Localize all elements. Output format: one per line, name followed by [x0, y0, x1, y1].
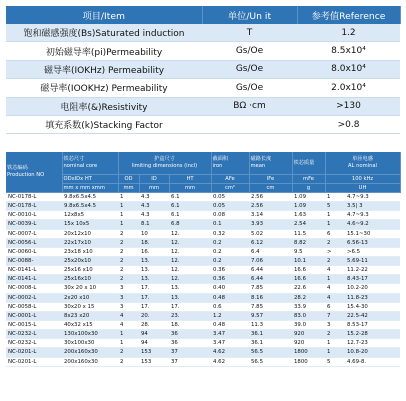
cell-turns: 7 [325, 311, 345, 320]
cell-al: 4.6~9.2 [345, 220, 400, 229]
cell-al: 11.2-22 [345, 266, 400, 275]
cell-afe: 0.05 [211, 193, 249, 202]
cell-al: >6.5 [345, 247, 400, 256]
cell-ht: 6.1 [169, 202, 211, 211]
cell-id: 10 [139, 229, 169, 238]
cell-od: 1 [118, 220, 139, 229]
cell-al: 5.69-11 [345, 256, 400, 265]
property-name: 初始磁导率(pi)Permeability [6, 42, 202, 60]
table-row [6, 284, 400, 293]
cell-lfe: 11.3 [249, 320, 292, 329]
property-reference: 8.0x10⁴ [297, 60, 400, 78]
cell-ht: 6.1 [169, 211, 211, 220]
cell-model: NC-0141-L [6, 266, 62, 275]
header-id: ID [139, 175, 169, 184]
cell-al: 4.7~9.3 [345, 211, 400, 220]
cell-model: NC-0007-L [6, 229, 62, 238]
cell-id: 4.3 [139, 193, 169, 202]
cell-afe: 0.6 [211, 302, 249, 311]
cell-lfe: 3.14 [249, 211, 292, 220]
cell-core-size: 200x160x30 [62, 348, 118, 357]
cell-ht: 23. [169, 311, 211, 320]
cell-turns: 1 [325, 220, 345, 229]
cell-mfe: 920 [292, 330, 325, 339]
cell-id: 17. [139, 284, 169, 293]
property-unit: Gs/Oe [202, 60, 297, 78]
cell-od: 2 [118, 266, 139, 275]
cell-model: NC-0015-L [6, 320, 62, 329]
table-row [6, 339, 400, 348]
cell-model: NC-0201-L [6, 348, 62, 357]
cell-al: 6.56-13 [345, 238, 400, 247]
property-name: 磁导率(IOOKHz) Permeability [6, 79, 202, 97]
products-header-row-3 [6, 184, 400, 193]
properties-row [6, 79, 400, 97]
property-unit: Gs/Oe [202, 79, 297, 97]
table-row [6, 275, 400, 284]
cell-afe: 3.47 [211, 339, 249, 348]
property-reference: 8.5x10⁴ [297, 42, 400, 60]
cell-turns: 1 [325, 193, 345, 202]
cell-model: NC-0178-L [6, 193, 62, 202]
cell-al: 10.2-20 [345, 284, 400, 293]
cell-lfe: 36.1 [249, 339, 292, 348]
cell-mfe: 33.9 [292, 302, 325, 311]
cell-model: NC-0141-L [6, 275, 62, 284]
header-frequency: 100 kHz [325, 175, 400, 184]
header-lfe: lFe [249, 175, 292, 184]
table-row [6, 311, 400, 320]
cell-od: 1 [118, 339, 139, 348]
property-unit [202, 115, 297, 133]
properties-header-row [6, 6, 400, 24]
property-name: 电阻率(&)Resistivity [6, 97, 202, 115]
cell-mfe: 16.6 [292, 266, 325, 275]
cell-id: 13. [139, 266, 169, 275]
cell-ht: 13. [169, 293, 211, 302]
cell-afe: 0.05 [211, 202, 249, 211]
cell-afe: 4.62 [211, 348, 249, 357]
property-unit: ΒΩ ·cm [202, 97, 297, 115]
header-unit-ht: mm [169, 184, 211, 193]
cell-id: 20. [139, 311, 169, 320]
cell-afe: 4.62 [211, 357, 249, 366]
property-reference: >0.8 [297, 115, 400, 133]
properties-row [6, 115, 400, 133]
properties-row [6, 42, 400, 60]
cell-ht: 6.1 [169, 193, 211, 202]
cell-core-size: 200x160x30 [62, 357, 118, 366]
cell-core-size: 40x32 x15 [62, 320, 118, 329]
cell-turns: > [325, 247, 345, 256]
header-od-id-ht: ODxIDx HT [62, 175, 118, 184]
header-model: 铁芯编码 Production NO [6, 152, 62, 193]
cell-id: 4.3 [139, 211, 169, 220]
cell-model: NC-0232-L [6, 339, 62, 348]
cell-mfe: 1800 [292, 348, 325, 357]
cell-lfe: 36.1 [249, 330, 292, 339]
cell-mfe: 2.54 [292, 220, 325, 229]
products-header-row-1 [6, 152, 400, 175]
cell-core-size: 8x23 x20 [62, 311, 118, 320]
cell-od: 2 [118, 238, 139, 247]
products-table [6, 152, 401, 367]
cell-model: NC-0058-L [6, 302, 62, 311]
cell-core-size: 12x8x5 [62, 211, 118, 220]
cell-lfe: 6.12 [249, 238, 292, 247]
header-unit-id: mm [139, 184, 169, 193]
cell-lfe: 3.93 [249, 220, 292, 229]
cell-mfe: 920 [292, 339, 325, 348]
cell-turns: 6 [325, 302, 345, 311]
property-reference: 1.2 [297, 24, 400, 42]
cell-od: 1 [118, 330, 139, 339]
cell-afe: 0.40 [211, 284, 249, 293]
cell-lfe: 7.85 [249, 284, 292, 293]
cell-al: 11.8-23 [345, 293, 400, 302]
cell-al: 22.5-42 [345, 311, 400, 320]
cell-al: 10.8-20 [345, 348, 400, 357]
cell-mfe: 16.6 [292, 275, 325, 284]
cell-mfe: 1.09 [292, 193, 325, 202]
cell-afe: 3.47 [211, 330, 249, 339]
cell-afe: 0.36 [211, 275, 249, 284]
cell-turns: 3 [325, 320, 345, 329]
cell-model: NC-0010-L [6, 211, 62, 220]
cell-al: 15.4-30 [345, 302, 400, 311]
header-unit-od: mm [118, 184, 139, 193]
cell-ht: 12. [169, 256, 211, 265]
cell-lfe: 2.56 [249, 193, 292, 202]
cell-mfe: 9.5 [292, 247, 325, 256]
cell-afe: 0.48 [211, 320, 249, 329]
header-unit-area: cm² [211, 184, 249, 193]
cell-ht: 12. [169, 238, 211, 247]
cell-core-size: 9.8x6.5x4.5 [62, 193, 118, 202]
cell-model: NC-0056-L [6, 238, 62, 247]
cell-od: 1 [118, 193, 139, 202]
property-name: 饱和磁感强度(Bs)Saturated induction [6, 24, 202, 42]
cell-od: 4 [118, 311, 139, 320]
cell-id: 94 [139, 339, 169, 348]
cell-turns: 1 [325, 339, 345, 348]
products-body [6, 193, 400, 367]
cell-core-size: 22x17x10 [62, 238, 118, 247]
cell-lfe: 6.44 [249, 266, 292, 275]
cell-mfe: 8.82 [292, 238, 325, 247]
cell-id: 28. [139, 320, 169, 329]
cell-mfe: 83.0 [292, 311, 325, 320]
cell-lfe: 9.57 [249, 311, 292, 320]
cell-od: 2 [118, 247, 139, 256]
cell-mfe: 1.09 [292, 202, 325, 211]
cell-od: 2 [118, 256, 139, 265]
header-unit-length: cm [249, 184, 292, 193]
cell-model: NC-0060-L [6, 247, 62, 256]
properties-row [6, 97, 400, 115]
cell-core-size: 25x20x10 [62, 256, 118, 265]
cell-core-size: 30x100x30 [62, 339, 118, 348]
cell-al: 15.2-28 [345, 330, 400, 339]
cell-id: 17. [139, 293, 169, 302]
header-od: OD [118, 175, 139, 184]
cell-ht: 12. [169, 229, 211, 238]
cell-afe: 1.2 [211, 311, 249, 320]
header-al-nominal: 单匝电感 AL nominal [325, 152, 400, 175]
cell-al: 4.69-8. [345, 357, 400, 366]
table-row [6, 320, 400, 329]
cell-ht: 6.8 [169, 220, 211, 229]
cell-lfe: 6.44 [249, 275, 292, 284]
table-row [6, 229, 400, 238]
cell-id: 153 [139, 357, 169, 366]
cell-ht: 13. [169, 284, 211, 293]
cell-id: 17. [139, 302, 169, 311]
cell-od: 2 [118, 275, 139, 284]
cell-al: 8.43-17 [345, 275, 400, 284]
cell-ht: 36 [169, 330, 211, 339]
cell-turns: 1 [325, 275, 345, 284]
table-row [6, 220, 400, 229]
cell-od: 2 [118, 357, 139, 366]
header-core-weight: 铁芯质量 [292, 152, 325, 175]
cell-core-size: 2x20 x10 [62, 293, 118, 302]
cell-al: 12.7-23 [345, 339, 400, 348]
table-row [6, 302, 400, 311]
cell-lfe: 8.16 [249, 293, 292, 302]
cell-od: 4 [118, 320, 139, 329]
cell-al: 15.1~30 [345, 229, 400, 238]
property-reference: >130 [297, 97, 400, 115]
cell-afe: 0.48 [211, 293, 249, 302]
cell-afe: 0.2 [211, 247, 249, 256]
header-unit: 单位/Un it [202, 6, 297, 24]
cell-turns: 1 [325, 211, 345, 220]
cell-lfe: 6.4 [249, 247, 292, 256]
cell-afe: 0.32 [211, 229, 249, 238]
header-unit-al: UH [325, 184, 400, 193]
cell-afe: 0.08 [211, 211, 249, 220]
header-reference: 参考值Reference [297, 6, 400, 24]
cell-afe: 0.36 [211, 266, 249, 275]
cell-model: NC-0008-L [6, 284, 62, 293]
cell-id: 8.1 [139, 220, 169, 229]
cell-lfe: 56.5 [249, 357, 292, 366]
cell-afe: 0.1 [211, 220, 249, 229]
cell-core-size: 30x20 x 15 [62, 302, 118, 311]
cell-turns: 5 [325, 202, 345, 211]
cell-id: 13. [139, 275, 169, 284]
cell-core-size: 25x16 x10 [62, 266, 118, 275]
cell-od: 1 [118, 211, 139, 220]
cell-lfe: 2.56 [249, 202, 292, 211]
cell-lfe: 56.5 [249, 348, 292, 357]
cell-id: 4.3 [139, 202, 169, 211]
cell-mfe: 1800 [292, 357, 325, 366]
property-name: 磁导率(IOKHz) Permeability [6, 60, 202, 78]
table-row [6, 247, 400, 256]
table-row [6, 211, 400, 220]
cell-afe: 0.2 [211, 256, 249, 265]
cell-ht: 37 [169, 348, 211, 357]
cell-core-size: 25x16x10 [62, 275, 118, 284]
cell-ht: 37 [169, 357, 211, 366]
header-unit-weight: g [292, 184, 325, 193]
property-unit: Gs/Oe [202, 42, 297, 60]
header-limiting-dimensions: 护盒尺寸 limiting dimensions (incl) [118, 152, 211, 175]
table-row [6, 202, 400, 211]
cell-id: 13. [139, 256, 169, 265]
cell-lfe: 7.85 [249, 302, 292, 311]
properties-table [6, 6, 401, 134]
table-row [6, 193, 400, 202]
cell-id: 153 [139, 348, 169, 357]
property-reference: 2.0x10⁴ [297, 79, 400, 97]
cell-lfe: 7.06 [249, 256, 292, 265]
cell-lfe: 5.02 [249, 229, 292, 238]
cell-turns: 1 [325, 348, 345, 357]
cell-ht: 17. [169, 302, 211, 311]
cell-ht: 12. [169, 247, 211, 256]
header-ht: HT [169, 175, 211, 184]
cell-mfe: 10.1 [292, 256, 325, 265]
cell-al: 3.5| 3 [345, 202, 400, 211]
cell-od: 3 [118, 284, 139, 293]
cell-core-size: 23x18 x10 [62, 247, 118, 256]
cell-model: NC-0002-L [6, 293, 62, 302]
header-iron-area: 截面积 iron [211, 152, 249, 175]
cell-afe: 0.2 [211, 238, 249, 247]
cell-ht: 18. [169, 320, 211, 329]
table-row [6, 330, 400, 339]
cell-al: 4.7~9.3 [345, 193, 400, 202]
cell-turns: 5 [325, 357, 345, 366]
cell-turns: 2 [325, 238, 345, 247]
header-unit-size: mm x mm xmm [62, 184, 118, 193]
cell-model: NC-0178-L [6, 202, 62, 211]
cell-turns: 2 [325, 256, 345, 265]
cell-ht: 12. [169, 275, 211, 284]
cell-mfe: 22.6 [292, 284, 325, 293]
cell-od: 3 [118, 302, 139, 311]
cell-id: 94 [139, 330, 169, 339]
cell-mfe: 1.63 [292, 211, 325, 220]
property-name: 填充系数(k)Stacking Factor [6, 115, 202, 133]
cell-core-size: 9.8x6.5x4.5 [62, 202, 118, 211]
header-mean-length: 磁路长度 mean [249, 152, 292, 175]
cell-mfe: 39.0 [292, 320, 325, 329]
cell-model: NC-0201-L [6, 357, 62, 366]
header-afe: AFe [211, 175, 249, 184]
cell-ht: 12. [169, 266, 211, 275]
cell-turns: 2 [325, 330, 345, 339]
cell-core-size: 130x100x30 [62, 330, 118, 339]
header-core-size: 铁芯尺寸 nominal core [62, 152, 118, 175]
header-item: 项目/Item [6, 6, 202, 24]
cell-turns: 6 [325, 229, 345, 238]
cell-od: 2 [118, 229, 139, 238]
table-row [6, 293, 400, 302]
cell-turns: 4 [325, 266, 345, 275]
products-header-row-2 [6, 175, 400, 184]
cell-core-size: 15x 10x5 [62, 220, 118, 229]
cell-id: 18. [139, 238, 169, 247]
cell-mfe: 28.2 [292, 293, 325, 302]
cell-od: 3 [118, 293, 139, 302]
cell-model: NC-0232-L [6, 330, 62, 339]
cell-model: NC-0001-L [6, 311, 62, 320]
cell-od: 2 [118, 348, 139, 357]
cell-turns: 4 [325, 284, 345, 293]
properties-row [6, 60, 400, 78]
cell-core-size: 20x12x10 [62, 229, 118, 238]
table-row [6, 266, 400, 275]
cell-model: NC-0039-L [6, 220, 62, 229]
table-row [6, 238, 400, 247]
property-unit: T [202, 24, 297, 42]
cell-ht: 36 [169, 339, 211, 348]
header-mfe: mFe [292, 175, 325, 184]
cell-al: 8.53-17 [345, 320, 400, 329]
cell-mfe: 11.5 [292, 229, 325, 238]
cell-id: 16. [139, 247, 169, 256]
cell-od: 1 [118, 202, 139, 211]
properties-body [6, 24, 400, 134]
cell-core-size: 30x 20 x 10 [62, 284, 118, 293]
table-row [6, 357, 400, 366]
cell-model: NC-0088- [6, 256, 62, 265]
properties-row [6, 24, 400, 42]
cell-turns: 4 [325, 293, 345, 302]
table-row [6, 256, 400, 265]
table-row [6, 348, 400, 357]
